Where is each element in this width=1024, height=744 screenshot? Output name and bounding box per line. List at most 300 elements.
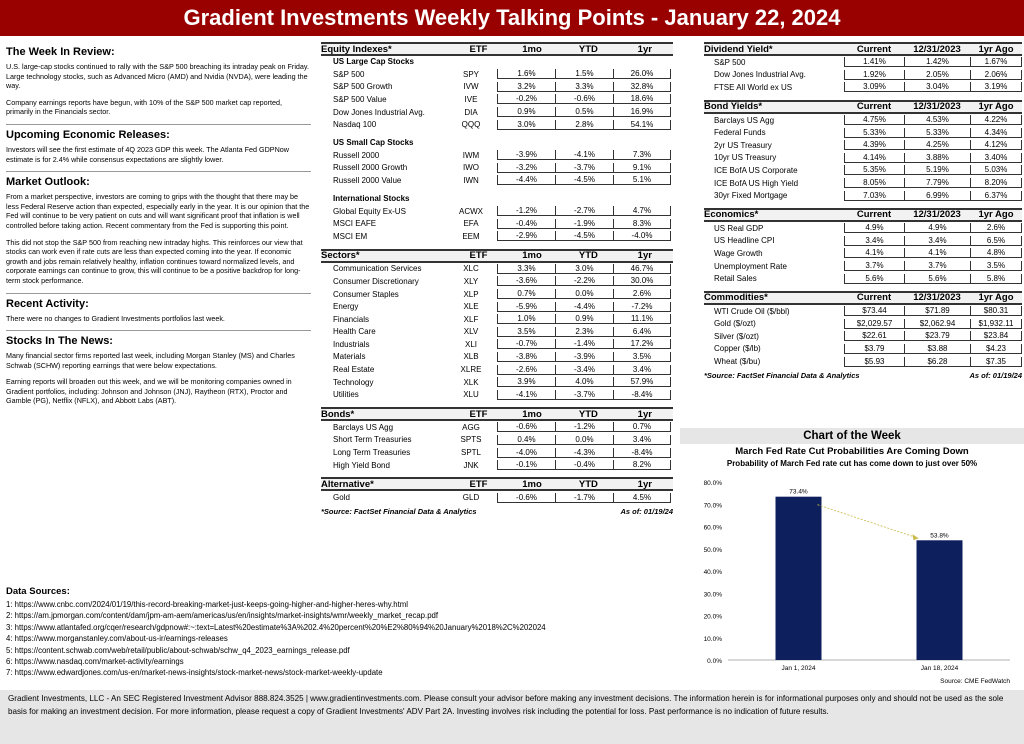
value-1yr-ago: 1.67% <box>970 57 1022 67</box>
table-row <box>321 434 673 447</box>
value-1yr-ago: 4.8% <box>970 248 1022 258</box>
value-year-end: 3.88% <box>904 153 970 163</box>
table-row <box>704 272 1022 285</box>
bar <box>917 540 963 660</box>
value-ytd: -4.5% <box>555 175 613 185</box>
group-label: US Small Cap Stocks <box>333 137 414 147</box>
y-tick-label: 60.0% <box>703 524 722 532</box>
value-1mo: -4.4% <box>497 175 555 185</box>
table-row <box>321 288 673 301</box>
y-tick-label: 70.0% <box>703 502 722 510</box>
news-paragraph-2: Earning reports will broaden out this week, and we will be monitoring companies owned in Gradient portfolios, including: Johnson and Johnson (JNJ), Raytheon (RTX), Proctor and Gamble (PG), Netflix (NFLX), and Abbott Labs (ABT). <box>6 377 292 406</box>
value-current: 5.6% <box>844 274 904 284</box>
value-current: 3.7% <box>844 261 904 271</box>
row-name: S&P 500 Value <box>333 94 387 104</box>
row-name: Wheat ($/bu) <box>714 357 761 367</box>
value-ytd: 0.0% <box>555 289 613 299</box>
equity-header: Equity Indexes* ETF 1mo YTD 1yr <box>321 42 673 56</box>
row-name: Gold <box>333 493 350 503</box>
value-ytd: -4.1% <box>555 150 613 160</box>
source-link: 1: https://www.cnbc.com/2024/01/19/this-record-breaking-market-just-keeps-going-higher-and-higher-heres-why.html <box>6 600 409 609</box>
row-name: S&P 500 <box>714 57 746 67</box>
chart-title: March Fed Rate Cut Probabilities Are Coming Down <box>735 446 969 457</box>
row-name: Copper ($/lb) <box>714 344 761 354</box>
value-1mo: 0.9% <box>497 107 555 117</box>
value-ytd: -0.6% <box>555 94 613 104</box>
value-1mo: -3.6% <box>497 276 555 286</box>
value-current: 1.92% <box>844 70 904 80</box>
table-row <box>321 363 673 376</box>
row-ticker: QQQ <box>461 120 481 130</box>
value-ytd: -2.7% <box>555 206 613 216</box>
table-row <box>704 318 1022 331</box>
value-ytd: -4.5% <box>555 231 613 241</box>
table-row <box>321 217 673 230</box>
row-name: Real Estate <box>333 365 375 375</box>
row-ticker: EFA <box>463 219 479 229</box>
table-row <box>321 338 673 351</box>
alt-header: Alternative* ETF 1mo YTD 1yr <box>321 477 673 491</box>
x-tick-label: Jan 1, 2024 <box>781 665 816 672</box>
row-name: Short Term Treasuries <box>333 435 412 445</box>
bonds-header: Bonds* ETF 1mo YTD 1yr <box>321 407 673 421</box>
row-name: Barclays US Agg <box>333 422 394 432</box>
row-name: MSCI EM <box>333 231 368 241</box>
table-row <box>704 189 1022 202</box>
row-name: Utilities <box>333 390 359 400</box>
row-ticker: SPY <box>462 69 479 79</box>
value-current: 3.09% <box>844 82 904 92</box>
value-1yr: 7.3% <box>613 150 671 160</box>
value-year-end: 2.05% <box>904 70 970 80</box>
equity-table <box>321 56 673 243</box>
row-name: Barclays US Agg <box>714 115 775 125</box>
row-name: Financials <box>333 314 370 324</box>
table-row <box>321 459 673 472</box>
value-1yr-ago: 5.8% <box>970 274 1022 284</box>
y-tick-label: 80.0% <box>703 480 722 487</box>
value-ytd: -1.2% <box>555 422 613 432</box>
value-year-end: 5.6% <box>904 274 970 284</box>
disclaimer-footer: Gradient Investments, LLC - An SEC Registered Investment Advisor 888.824.3525 | www.gradientinvestments.com. Please consult your advisor before making any investment decisions. The information herein is for informational purposes only and should not be used as the sole basis for making an investment decision. For more information, please request a copy of Gradient Investments' ADV Part 2A. Investing involves risk including the potential for loss. Past performance is no indication of future results. <box>0 690 1024 744</box>
page-title: Gradient Investments Weekly Talking Points - January 22, 2024 <box>0 0 1024 36</box>
row-ticker: IWM <box>462 150 480 160</box>
dividend-table <box>704 56 1022 94</box>
value-ytd: -3.7% <box>555 163 613 173</box>
table-row <box>704 56 1022 69</box>
outlook-heading: Market Outlook: <box>6 176 90 189</box>
source-link: 6: https://www.nasdaq.com/market-activity/earnings <box>6 657 184 667</box>
bondyields-table <box>704 114 1022 202</box>
data-sources <box>6 586 666 679</box>
value-ytd: 3.3% <box>555 82 613 92</box>
table-row <box>321 118 673 131</box>
row-name: Silver ($/ozt) <box>714 331 759 341</box>
value-1yr-ago: 5.03% <box>970 165 1022 175</box>
row-name: Dow Jones Industrial Avg. <box>333 107 425 117</box>
row-ticker: IVE <box>464 94 478 104</box>
commentary-column <box>6 42 311 413</box>
value-year-end: 3.04% <box>904 82 970 92</box>
row-ticker: IWO <box>463 163 479 173</box>
value-1mo: -4.0% <box>497 448 555 458</box>
value-1yr: 30.0% <box>613 276 671 286</box>
row-name: ICE BofA US Corporate <box>714 165 798 175</box>
activity-paragraph: There were no changes to Gradient Investments portfolios last week. <box>6 313 225 323</box>
alt-source: *Source: FactSet Financial Data & Analytics As of: 01/19/24 <box>321 507 673 517</box>
value-1yr: 18.6% <box>613 94 671 104</box>
value-1mo: -2.6% <box>497 365 555 375</box>
value-ytd: -4.4% <box>555 302 613 312</box>
row-name: Russell 2000 Growth <box>333 163 408 173</box>
table-row <box>704 330 1022 343</box>
value-1yr: 57.9% <box>613 377 671 387</box>
value-current: 3.4% <box>844 236 904 246</box>
row-ticker: XLC <box>463 264 479 274</box>
table-row <box>704 247 1022 260</box>
trend-arrowhead <box>913 534 919 540</box>
row-name: Global Equity Ex-US <box>333 206 406 216</box>
value-year-end: $3.88 <box>904 344 970 354</box>
table-row <box>321 263 673 276</box>
table-row <box>704 343 1022 356</box>
row-name: 10yr US Treasury <box>714 153 777 163</box>
value-1yr: 3.5% <box>613 352 671 362</box>
row-name: Russell 2000 Value <box>333 175 402 185</box>
news-paragraph-1: Many financial sector firms reported last week, including Morgan Stanley (MS) and Charles Schwab (SCHW) reporting earnings that were below expectations. <box>6 351 295 370</box>
value-ytd: 4.0% <box>555 377 613 387</box>
value-ytd: 3.0% <box>555 264 613 274</box>
row-ticker: XLE <box>463 302 479 312</box>
value-current: 1.41% <box>844 57 904 67</box>
market-tables-column <box>321 42 673 516</box>
row-name: S&P 500 <box>333 69 365 79</box>
table-row <box>321 93 673 106</box>
value-1mo: -4.1% <box>497 390 555 400</box>
value-1yr: 17.2% <box>613 339 671 349</box>
macro-tables-column <box>704 42 1022 380</box>
row-ticker: IVW <box>463 82 479 92</box>
value-ytd: -4.3% <box>555 448 613 458</box>
value-1mo: 1.6% <box>497 69 555 79</box>
value-year-end: 6.99% <box>904 191 970 201</box>
table-row <box>321 376 673 389</box>
bondyields-header: Bond Yields* Current 12/31/2023 1yr Ago <box>704 100 1022 114</box>
review-heading: The Week In Review: <box>6 46 115 58</box>
table-row <box>704 164 1022 177</box>
outlook-paragraph-1: From a market perspective, investors are coming to grips with the thought that there may be less Federal Reserve action than expected, especially early in the year. It is our opinion that the Fed will continue to be very patient on cuts and will want significant proof that inflation is well controlled before taking action. Recent commentary from the Fed is supporting this point. <box>6 192 310 230</box>
value-1yr-ago: 4.34% <box>970 128 1022 138</box>
group-label: US Large Cap Stocks <box>333 57 414 66</box>
value-1yr: 0.7% <box>613 422 671 432</box>
value-1mo: -3.2% <box>497 163 555 173</box>
row-name: US Headline CPI <box>714 236 775 246</box>
table-row <box>321 275 673 288</box>
trend-arrow <box>818 505 919 539</box>
chart-source: Source: CME FedWatch <box>940 678 1010 685</box>
value-ytd: 0.9% <box>555 314 613 324</box>
value-ytd: -1.4% <box>555 339 613 349</box>
value-1mo: 3.0% <box>497 120 555 130</box>
value-year-end: $71.89 <box>904 306 970 316</box>
y-tick-label: 50.0% <box>703 546 722 554</box>
row-ticker: XLB <box>463 352 479 362</box>
data-sources-heading: Data Sources: <box>6 586 70 597</box>
table-row <box>704 222 1022 235</box>
row-name: Energy <box>333 302 359 312</box>
value-1yr-ago: $7.35 <box>970 357 1022 367</box>
table-row <box>321 205 673 218</box>
table-row <box>321 421 673 434</box>
y-tick-label: 40.0% <box>703 569 722 576</box>
value-1mo: 0.4% <box>497 435 555 445</box>
table-row <box>704 69 1022 82</box>
y-tick-label: 30.0% <box>703 591 722 599</box>
row-name: Consumer Staples <box>333 289 399 299</box>
commodities-table <box>704 305 1022 368</box>
y-tick-label: 20.0% <box>703 613 722 621</box>
value-1yr-ago: $80.31 <box>970 306 1022 316</box>
value-1yr: -4.0% <box>613 231 671 241</box>
value-year-end: 5.19% <box>904 165 970 175</box>
row-name: Retail Sales <box>714 274 757 284</box>
y-tick-label: 0.0% <box>707 658 722 665</box>
value-year-end: $2,062.94 <box>904 319 970 329</box>
value-year-end: 4.53% <box>904 115 970 125</box>
value-current: 8.05% <box>844 178 904 188</box>
value-current: 4.9% <box>844 223 904 233</box>
value-current: $3.79 <box>844 344 904 354</box>
source-link: 7: https://www.edwardjones.com/us-en/market-news-insights/stock-market-news/stock-market-weekly-update <box>6 668 383 678</box>
row-name: MSCI EAFE <box>333 219 377 229</box>
row-name: ICE BofA US High Yield <box>714 178 799 188</box>
value-1yr-ago: $1,932.11 <box>970 319 1022 329</box>
value-1yr: 32.8% <box>613 82 671 92</box>
row-name: Technology <box>333 377 374 387</box>
table-row <box>321 300 673 313</box>
value-1yr-ago: 8.20% <box>970 178 1022 188</box>
table-row <box>321 491 673 504</box>
value-year-end: 1.42% <box>904 57 970 67</box>
x-tick-label: Jan 18, 2024 <box>920 665 959 672</box>
value-1yr: -8.4% <box>613 390 671 400</box>
row-ticker: EEM <box>462 231 480 241</box>
review-paragraph-1: U.S. large-cap stocks continued to rally with the S&P 500 breaching its intraday peak on Friday. Large technology stocks, such as Advanced Micro (AMD) and Nvidia (NVDA), were leading the way. <box>6 62 309 91</box>
row-name: Unemployment Rate <box>714 261 787 271</box>
table-row <box>704 139 1022 152</box>
value-1yr-ago: 6.37% <box>970 191 1022 201</box>
value-ytd: -0.4% <box>555 460 613 470</box>
value-1yr-ago: 6.5% <box>970 236 1022 246</box>
value-1yr: 4.5% <box>613 493 671 503</box>
value-year-end: 3.7% <box>904 261 970 271</box>
bar-value-label: 53.8% <box>930 532 949 540</box>
row-ticker: ACWX <box>459 206 483 216</box>
news-heading: Stocks In The News: <box>6 335 113 348</box>
row-ticker: AGG <box>462 422 480 432</box>
row-ticker: XLF <box>463 314 479 324</box>
value-1yr: 3.4% <box>613 435 671 445</box>
row-ticker: XLI <box>464 339 477 349</box>
row-ticker: SPTL <box>460 448 481 458</box>
table-row <box>321 68 673 81</box>
row-ticker: XLY <box>463 276 479 286</box>
value-1mo: -2.9% <box>497 231 555 241</box>
value-1yr-ago: 4.12% <box>970 140 1022 150</box>
value-1yr-ago: $4.23 <box>970 344 1022 354</box>
value-1yr: 5.1% <box>613 175 671 185</box>
row-name: WTI Crude Oil ($/bbl) <box>714 306 790 316</box>
row-name: FTSE All World ex US <box>714 82 793 92</box>
group-label: International Stocks <box>333 193 410 203</box>
table-row <box>321 351 673 364</box>
value-ytd: 0.0% <box>555 435 613 445</box>
table-row <box>321 326 673 339</box>
value-1yr: 3.4% <box>613 365 671 375</box>
value-year-end: 7.79% <box>904 178 970 188</box>
value-1yr: 8.2% <box>613 460 671 470</box>
value-current: $2,029.57 <box>844 319 904 329</box>
row-name: Nasdaq 100 <box>333 120 377 130</box>
value-current: 5.33% <box>844 128 904 138</box>
row-ticker: XLV <box>463 327 479 337</box>
value-1mo: 3.9% <box>497 377 555 387</box>
value-1yr: 9.1% <box>613 163 671 173</box>
row-ticker: JNK <box>463 460 479 470</box>
value-current: 5.35% <box>844 165 904 175</box>
value-current: 4.14% <box>844 153 904 163</box>
table-row <box>704 260 1022 273</box>
value-1mo: -3.9% <box>497 150 555 160</box>
table-row <box>704 177 1022 190</box>
value-current: 7.03% <box>844 191 904 201</box>
value-1mo: -1.2% <box>497 206 555 216</box>
bar <box>776 497 822 660</box>
row-name: 2yr US Treasury <box>714 140 772 150</box>
value-1yr-ago: 3.40% <box>970 153 1022 163</box>
value-1mo: 3.5% <box>497 327 555 337</box>
dividend-header: Dividend Yield* Current 12/31/2023 1yr Ago <box>704 42 1022 56</box>
value-current: 4.39% <box>844 140 904 150</box>
table-row <box>704 305 1022 318</box>
value-year-end: $6.28 <box>904 357 970 367</box>
chart-subtitle: Probability of March Fed rate cut has come down to just over 50% <box>726 459 978 468</box>
value-1yr: 4.7% <box>613 206 671 216</box>
value-ytd: -3.7% <box>555 390 613 400</box>
y-tick-label: 10.0% <box>703 635 722 643</box>
value-1yr-ago: 3.19% <box>970 82 1022 92</box>
value-1yr-ago: 2.06% <box>970 70 1022 80</box>
sectors-header: Sectors* ETF 1mo YTD 1yr <box>321 249 673 263</box>
row-name: Gold ($/ozt) <box>714 319 756 329</box>
table-row <box>704 81 1022 94</box>
source-link: 4: https://www.morganstanley.com/about-us-ir/earnings-releases <box>6 634 228 644</box>
value-1mo: -0.7% <box>497 339 555 349</box>
table-row <box>704 355 1022 368</box>
chart-heading: Chart of the Week <box>680 428 1024 444</box>
source-link: 2: https://am.jpmorgan.com/content/dam/jpm-am-aem/americas/us/en/insights/market-insights/wmr/weekly_market_recap.pdf <box>6 611 439 621</box>
row-name: US Real GDP <box>714 223 764 233</box>
value-1mo: 0.7% <box>497 289 555 299</box>
table-row <box>321 446 673 459</box>
row-name: High Yield Bond <box>333 460 390 470</box>
row-name: Dow Jones Industrial Avg. <box>714 70 806 80</box>
row-ticker: XLK <box>463 377 479 387</box>
value-1yr-ago: $23.84 <box>970 331 1022 341</box>
row-name: Russell 2000 <box>333 150 380 160</box>
source-link: 5: https://content.schwab.com/web/retail/public/about-schwab/schw_q4_2023_earnings_release.pdf <box>6 645 350 655</box>
value-1yr: 6.4% <box>613 327 671 337</box>
value-1yr: 46.7% <box>613 264 671 274</box>
value-1mo: -0.4% <box>497 219 555 229</box>
row-name: Materials <box>333 352 366 362</box>
value-ytd: -1.9% <box>555 219 613 229</box>
row-name: Health Care <box>333 327 376 337</box>
value-current: $5.93 <box>844 357 904 367</box>
value-current: 4.1% <box>844 248 904 258</box>
value-1yr: 16.9% <box>613 107 671 117</box>
value-1yr: 8.3% <box>613 219 671 229</box>
value-1yr-ago: 3.5% <box>970 261 1022 271</box>
rate-cut-chart <box>680 470 1024 688</box>
value-ytd: -3.9% <box>555 352 613 362</box>
value-1mo: -0.2% <box>497 94 555 104</box>
table-row <box>704 235 1022 248</box>
economics-table <box>704 222 1022 285</box>
commodities-source: *Source: FactSet Financial Data & Analytics As of: 01/19/24 <box>704 370 1022 380</box>
table-row <box>321 81 673 94</box>
row-ticker: SPTS <box>460 435 482 445</box>
table-row <box>321 388 673 401</box>
value-1yr: -8.4% <box>613 448 671 458</box>
row-name: Wage Growth <box>714 248 763 258</box>
row-ticker: XLRE <box>460 365 482 375</box>
value-1mo: 1.0% <box>497 314 555 324</box>
row-name: Industrials <box>333 339 370 349</box>
bonds-table <box>321 421 673 471</box>
value-1mo: -0.6% <box>497 422 555 432</box>
row-name: Consumer Discretionary <box>333 276 419 286</box>
value-1mo: 3.2% <box>497 82 555 92</box>
commodities-header: Commodities* Current 12/31/2023 1yr Ago <box>704 291 1022 305</box>
row-ticker: IWN <box>463 175 479 185</box>
econ-paragraph: Investors will see the first estimate of 4Q 2023 GDP this week. The Atlanta Fed GDPNow estimate is for 2.4% while consensus expectations are slightly lower. <box>6 144 289 164</box>
value-ytd: -2.2% <box>555 276 613 286</box>
value-year-end: $23.79 <box>904 331 970 341</box>
value-1mo: -5.9% <box>497 302 555 312</box>
row-name: Federal Funds <box>714 128 766 138</box>
row-ticker: DIA <box>464 107 478 117</box>
value-current: $73.44 <box>844 306 904 316</box>
row-name: Long Term Treasuries <box>333 448 411 458</box>
sectors-table <box>321 263 673 402</box>
row-name: S&P 500 Growth <box>333 82 393 92</box>
value-year-end: 4.9% <box>904 223 970 233</box>
value-year-end: 4.1% <box>904 248 970 258</box>
table-row <box>321 162 673 175</box>
table-row <box>321 313 673 326</box>
row-ticker: XLU <box>463 390 479 400</box>
value-ytd: 2.3% <box>555 327 613 337</box>
bar-value-label: 73.4% <box>789 488 808 496</box>
value-current: 4.75% <box>844 115 904 125</box>
table-row <box>704 114 1022 127</box>
alt-table <box>321 491 673 504</box>
value-ytd: -3.4% <box>555 365 613 375</box>
table-row <box>321 230 673 243</box>
value-ytd: 2.8% <box>555 120 613 130</box>
economics-header: Economics* Current 12/31/2023 1yr Ago <box>704 208 1022 222</box>
